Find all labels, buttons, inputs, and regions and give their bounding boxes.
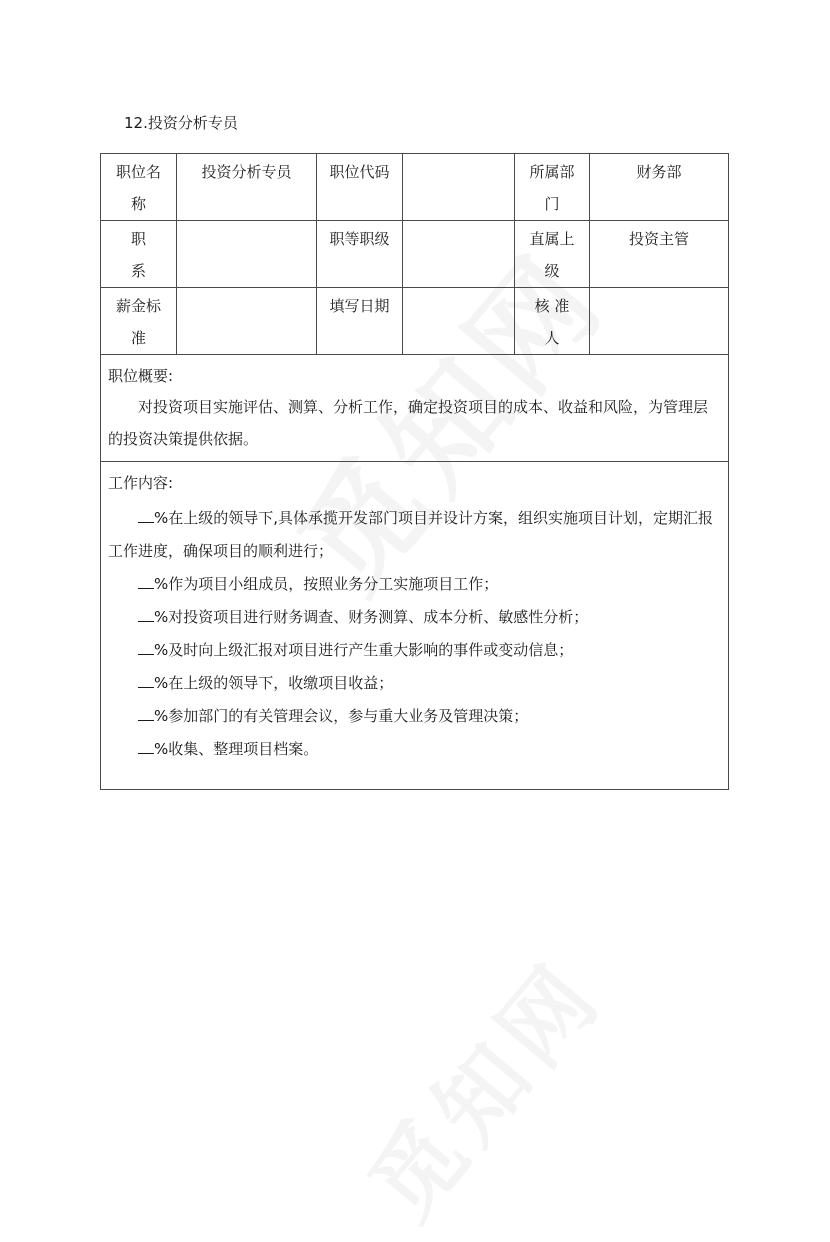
value-cell [403, 288, 515, 355]
label-cell [317, 288, 403, 355]
summary-row [101, 355, 729, 462]
section-title: 12.投资分析专员 [124, 114, 238, 132]
position-name-label: 职位名称 [115, 163, 161, 213]
blank-underline [138, 609, 154, 622]
value-cell [177, 288, 317, 355]
duty-item [108, 601, 722, 634]
duty-text: %在上级的领导下,具体承揽开发部门项目并设计方案，组织实施项目计划，定期汇报工作进度，确保项目的顺利进行； [108, 509, 714, 560]
value-cell [177, 221, 317, 288]
blank-underline [138, 510, 154, 523]
value-cell [590, 221, 729, 288]
summary-text: 对投资项目实施评估、测算、分析工作，确定投资项目的成本、收益和风险，为管理层的投资决策提供依据。 [108, 398, 709, 448]
blank-underline [138, 642, 154, 655]
table-row [101, 221, 729, 288]
watermark [334, 928, 626, 1241]
grade-label: 职等职级 [329, 230, 390, 248]
blank-underline [138, 708, 154, 721]
position-name-value: 投资分析专员 [201, 163, 292, 181]
approver-label: 核 准 人 [534, 297, 570, 347]
label-cell [101, 154, 177, 221]
table-row [101, 154, 729, 221]
job-family-label: 职 系 [130, 230, 146, 280]
supervisor-label: 直属上级 [529, 230, 575, 280]
value-cell [403, 221, 515, 288]
table-row [101, 288, 729, 355]
blank-underline [138, 576, 154, 589]
blank-underline [138, 741, 154, 754]
duties-cell [101, 462, 729, 790]
label-cell [101, 288, 177, 355]
duties-row [101, 462, 729, 790]
duty-text: %对投资项目进行财务调查、财务测算、成本分析、敏感性分析； [154, 608, 589, 626]
duty-item [108, 700, 722, 733]
summary-title: 职位概要: [108, 367, 174, 385]
duty-item [108, 568, 722, 601]
position-code-label: 职位代码 [329, 163, 390, 181]
value-cell [590, 288, 729, 355]
fill-date-label: 填写日期 [329, 297, 390, 315]
duty-text: %在上级的领导下，收缴项目收益； [154, 674, 394, 692]
duty-item [108, 733, 722, 766]
duty-text: %及时向上级汇报对项目进行产生重大影响的事件或变动信息； [154, 641, 574, 659]
label-cell [317, 221, 403, 288]
label-cell [515, 154, 590, 221]
value-cell [403, 154, 515, 221]
salary-label: 薪金标准 [115, 297, 161, 347]
duty-text: %参加部门的有关管理会议，参与重大业务及管理决策； [154, 707, 529, 725]
label-cell [317, 154, 403, 221]
label-cell [515, 221, 590, 288]
department-value: 财务部 [636, 163, 682, 181]
duties-title: 工作内容: [108, 474, 174, 492]
duty-item [108, 667, 722, 700]
duty-item [108, 634, 722, 667]
label-cell [101, 221, 177, 288]
job-description-table [100, 153, 729, 790]
supervisor-value: 投资主管 [628, 230, 689, 248]
duty-text: %作为项目小组成员，按照业务分工实施项目工作； [154, 575, 499, 593]
value-cell [177, 154, 317, 221]
blank-underline [138, 675, 154, 688]
value-cell [590, 154, 729, 221]
summary-cell [101, 355, 729, 462]
label-cell [515, 288, 590, 355]
duty-item [108, 502, 722, 568]
department-label: 所属部门 [529, 163, 575, 213]
duty-text: %收集、整理项目档案。 [154, 740, 319, 758]
